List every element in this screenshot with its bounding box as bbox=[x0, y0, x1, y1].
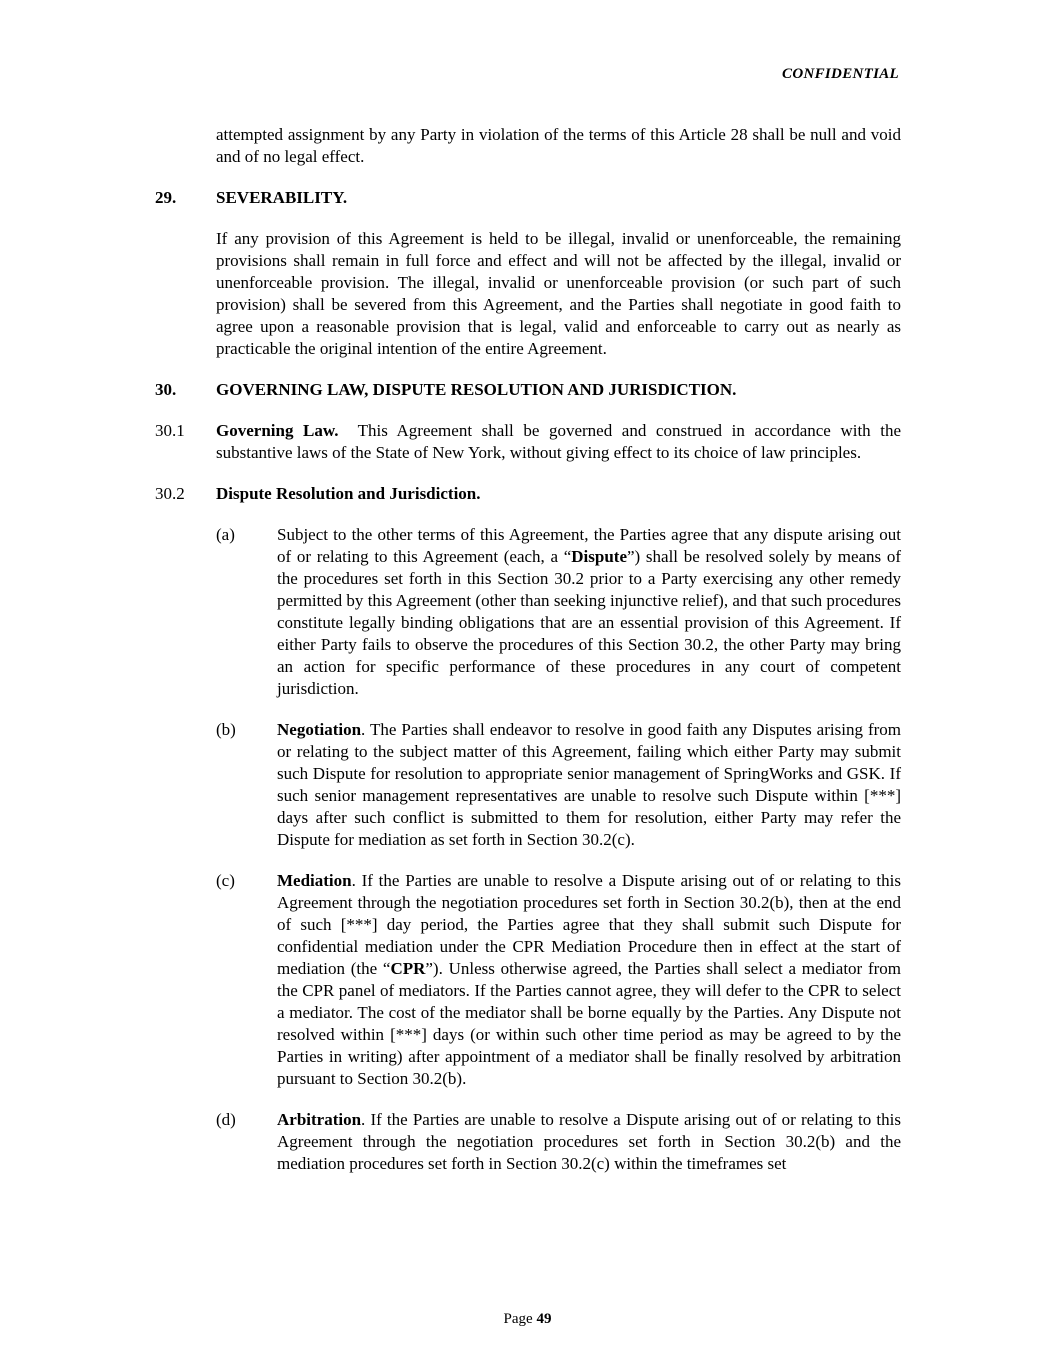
subsection-title: Governing Law. bbox=[216, 421, 339, 440]
clause-text: ”) shall be resolved solely by means of the procedures set forth in this Section 30.2 prior to a Party exercising any other remedy permitted by this Agreement (other than seeking injunctive relief), and that such procedures constitute legally binding obligations that are an essential provision of this Agreement. If either Party fails to observe the procedures of this Section 30.2, the other Party may bring an action for specific performance of these procedures in any court of competent jurisdiction. bbox=[277, 547, 901, 698]
intro-paragraph: attempted assignment by any Party in violation of the terms of this Article 28 shall be null and void and of no legal effect. bbox=[216, 125, 901, 166]
clause-title: Negotiation bbox=[277, 720, 362, 739]
defined-term: CPR bbox=[390, 959, 426, 978]
section-30-heading bbox=[155, 379, 901, 401]
clause-label: (a) bbox=[216, 525, 235, 544]
section-30-1 bbox=[155, 420, 901, 464]
clause-body bbox=[277, 719, 901, 851]
clause-a bbox=[216, 524, 901, 700]
clause-text: ”). Unless otherwise agreed, the Parties shall select a mediator from the CPR panel of mediators. If the Parties cannot agree, they will defer to the CPR to select a mediator. The cost of the mediator shall be borne equally by the Parties. Any Dispute not resolved within [***] days (or within such other time period as may be agreed to by the Parties in writing) after appointment of a mediator shall be finally resolved by arbitration pursuant to Section 30.2(b). bbox=[277, 959, 901, 1088]
clause-title: Mediation bbox=[277, 871, 352, 890]
page-label: Page bbox=[503, 1311, 537, 1327]
clause-body bbox=[277, 870, 901, 1090]
clause-title: Arbitration bbox=[277, 1110, 362, 1129]
clause-label: (c) bbox=[216, 871, 235, 890]
section-title: GOVERNING LAW, DISPUTE RESOLUTION AND JURISDICTION. bbox=[216, 380, 737, 399]
clause-text: . If the Parties are unable to resolve a Dispute arising out of or relating to this Agreement through the negotiation procedures set forth in Section 30.2(b) and the mediation procedures set forth in Section 30.2(c) within the timeframes set bbox=[277, 1110, 901, 1173]
page-footer bbox=[0, 1308, 1055, 1330]
section-number: 30. bbox=[155, 380, 177, 399]
clause-text: . If the Parties are unable to resolve a Dispute arising out of or relating to this Agreement through the negotiation procedures set forth in Section 30.2(b), then at the end of such [***] day period, the Parties agree that they shall submit such Dispute for confidential mediation under the CPR Mediation Procedure then in effect at the start of mediation (the “ bbox=[277, 871, 901, 978]
clause-body bbox=[277, 1109, 901, 1175]
section-29-heading bbox=[155, 187, 901, 209]
clause-c bbox=[216, 870, 901, 1090]
clause-body bbox=[277, 524, 901, 700]
page-number: 49 bbox=[536, 1311, 552, 1327]
subsection-text: This Agreement shall be governed and construed in accordance with the substantive laws of the State of New York, without giving effect to its choice of law principles. bbox=[216, 421, 902, 462]
subsection-number: 30.1 bbox=[155, 421, 185, 440]
page-content bbox=[155, 124, 901, 1175]
section-title: SEVERABILITY. bbox=[216, 188, 348, 207]
clause-text: . The Parties shall endeavor to resolve in good faith any Disputes arising from or relating to the subject matter of this Agreement, failing which either Party may submit such Dispute for resolution to appropriate senior management of SpringWorks and GSK. If such senior management representatives are unable to resolve such Dispute within [***] days after such conflict is submitted to them for resolution, either Party may refer the Dispute for mediation as set forth in Section 30.2(c). bbox=[277, 720, 901, 849]
clause-label: (b) bbox=[216, 720, 236, 739]
section-30-2-heading bbox=[155, 483, 901, 505]
subsection-title: Dispute Resolution and Jurisdiction. bbox=[216, 484, 481, 503]
defined-term: Dispute bbox=[571, 547, 628, 566]
clause-label: (d) bbox=[216, 1110, 236, 1129]
section-number: 29. bbox=[155, 188, 177, 207]
confidential-header: CONFIDENTIAL bbox=[782, 66, 899, 82]
clause-text: Subject to the other terms of this Agreement, the Parties agree that any dispute arising out of or relating to this Agreement (each, a “ bbox=[277, 525, 901, 566]
section-29-paragraph: If any provision of this Agreement is held to be illegal, invalid or unenforceable, the remaining provisions shall remain in full force and effect and will not be affected by the illegal, invalid or unenforceable provision. The illegal, invalid or unenforceable provision (or such part of such provision) shall be severed from this Agreement, and the Parties shall negotiate in good faith to agree upon a reasonable provision that is legal, valid and enforceable to carry out as nearly as practicable the original intention of the entire Agreement. bbox=[216, 229, 901, 358]
subsection-number: 30.2 bbox=[155, 484, 185, 503]
clause-b bbox=[216, 719, 901, 851]
subsection-body bbox=[216, 420, 901, 464]
clause-d bbox=[216, 1109, 901, 1175]
